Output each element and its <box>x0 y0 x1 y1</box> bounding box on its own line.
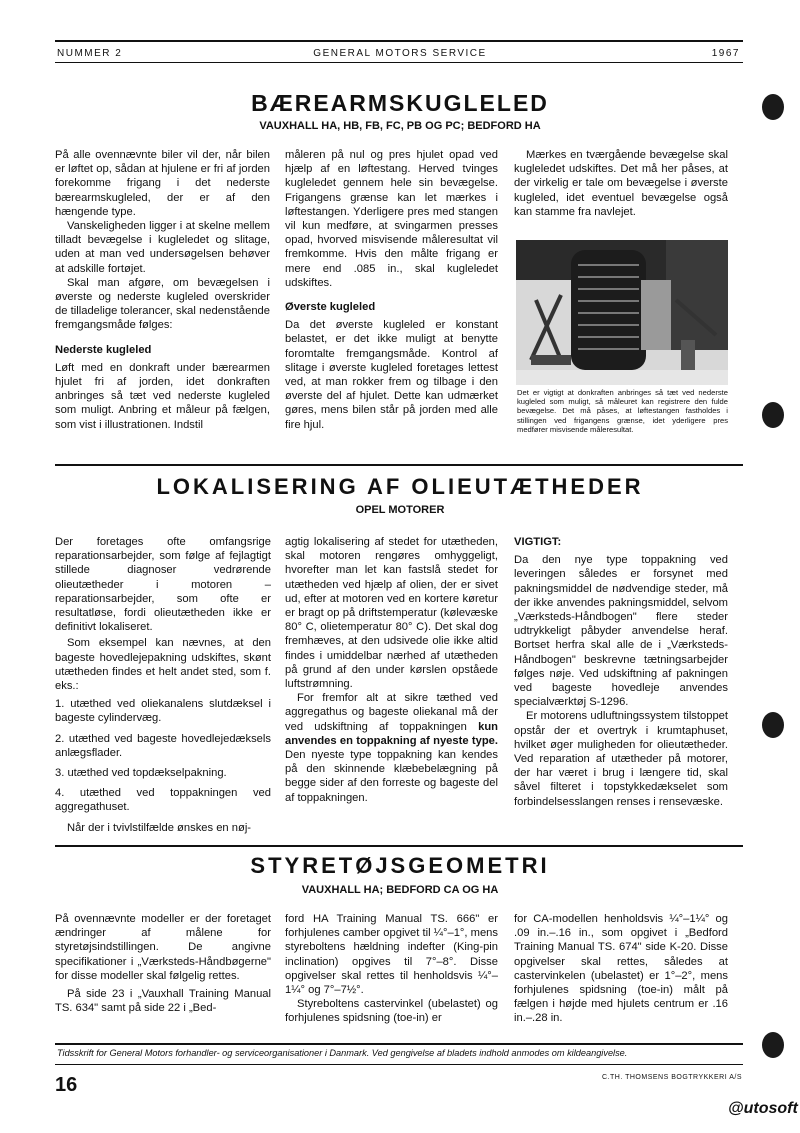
paragraph: Styreboltens castervinkel (ubelastet) og forhjulenes spidsning (toe-in) er <box>285 998 498 1025</box>
paragraph <box>285 691 498 805</box>
paragraph: På ovennævnte modeller er der foretaget ændringer af målene for styretøjsindstillingen. De angivne specifikationer i „Værksteds-Håndbøgerne" for disse modeller skal følgelig rettes. <box>55 913 271 982</box>
wheel-jack-photo <box>516 240 728 385</box>
article3-col2 <box>285 912 498 1026</box>
article3-col1 <box>55 912 271 1015</box>
binder-hole <box>762 94 784 120</box>
article1-col3 <box>514 148 728 219</box>
paragraph: måleren på nul og pres hjulet opad ved hjælp af en løftestang. Herved tvinges kugleledet gennem hele sin bevægelse. Frigangens grænse kan let mærkes i løftestangen. Yderligere pres med stangen vil kun medføre, at svingarmen presses opad, hvorved misvisende måleresultat vil fremkomme. Hvis den målte frigang er mere end .085 in., skal kugleledet udskiftes. <box>285 149 498 289</box>
wheel-jack-illustration <box>516 240 728 385</box>
paragraph: Som eksempel kan nævnes, at den bageste hovedlejepakning udskiftes, skønt utætheden findes et helt andet sted, som f. eks.: <box>55 637 271 693</box>
binder-hole <box>762 402 784 428</box>
paragraph: Mærkes en tværgående bevægelse skal kugleledet udskiftes. Det må her påses, at der virkelig er tale om bevægelse i øverste kugleled, idet eventuel bevægelse også kan stamme fra navlejet. <box>514 149 728 218</box>
article2-col2 <box>285 535 498 805</box>
article1-subtitle: VAUXHALL HA, HB, FB, FC, PB OG PC; BEDFORD HA <box>259 120 541 132</box>
article1-title: BÆREARMSKUGLELED <box>251 90 549 116</box>
binder-hole <box>762 1032 784 1058</box>
paragraph: Når der i tvivlstilfælde ønskes en nøj- <box>67 821 252 834</box>
section-heading: Øverste kugleled <box>285 301 376 314</box>
header-publication: GENERAL MOTORS SERVICE <box>313 48 487 59</box>
list-item: 4. utæthed ved toppakningen ved aggregathuset. <box>55 787 271 814</box>
article3-subtitle: VAUXHALL HA; BEDFORD CA OG HA <box>301 884 499 896</box>
top-rule <box>55 40 743 42</box>
section-heading: Nederste kugleled <box>55 343 152 356</box>
section-rule <box>55 464 743 466</box>
paragraph: Der foretages ofte omfangsrige reparationsarbejder, som følge af fejlagtigt stillede diagnoser vedrørende olieutætheder i motoren – reparationsarbejder, som ofte er resultatløse, fordi olieutætheden ikke er definitivt lokaliseret. <box>55 536 271 634</box>
paragraph: Løft med en donkraft under bærearmen hjulet fri af jorden, idet donkraften anbringes så tæt ved nederste kugleled som muligt. Anbring et måleur på fælgen, som vist i illustrationen. Indstil <box>55 361 270 431</box>
section-rule <box>55 845 743 847</box>
article2-col1 <box>55 535 271 835</box>
watermark: @utosoft <box>728 1100 798 1117</box>
article2-col3 <box>514 535 728 809</box>
paragraph: På alle ovennævnte biler vil der, når bilen er løftet op, sådan at hjulene er fri af jorden forekomme frigang i det nederste bærearmskugleled, der er af den hængende type. <box>55 149 270 218</box>
paragraph: for CA-modellen henholdsvis ¼°–1¼° og .09 in.–.16 in., som opgivet i „Bedford Training Manual TS. 674" side K-20. Disse opgivelser skal rettes, således at castervinkelen (ubelastet) er 1°–2°, mens forhjulenes spidsning (toe-in) målt på fælgen i højde med hjulets centrum er .16 in.–.28 in. <box>514 913 728 1025</box>
footer-rule <box>55 1064 743 1065</box>
paragraph: Vanskeligheden ligger i at skelne mellem tilladt bevægelse i kugleledet og slitage, uden at man ved undersøgelsen behøver at adskille fortøjet. <box>55 220 270 275</box>
footer-rule <box>55 1043 743 1045</box>
list-item: 3. utæthed ved topdækselpakning. <box>55 767 227 780</box>
article2-subtitle: OPEL MOTORER <box>355 504 445 516</box>
text-run: Den nyeste type toppakning kan kendes på den skinnende klæbebelægning på begge sider af den forreste og bageste del af toppakningen. <box>285 749 498 804</box>
article3-col3 <box>514 912 728 1026</box>
paragraph: Da den nye type toppakning ved leveringen således er forsynet med pakningsmiddel de nødvendige steder, må der ikke anvendes pakningsmiddel, selvom „Værksteds-Håndbogen" flere steder udtrykkeligt påbyder anvendelse heraf. Bortset herfra skal alle de i „Værksteds-Håndbogen" beskrevne tætningsarbejder følges nøje. Ved udskiftning af pakningen ved bageste hovedleje anvendes specialværktøj S-1296. <box>514 554 728 709</box>
binder-hole <box>762 712 784 738</box>
header-rule <box>55 62 743 63</box>
paragraph: agtig lokalisering af stedet for utætheden, skal motoren rengøres omhyggeligt, hvorefter man let kan fastslå stedet for utætheden ved hjælp af olien, der er sivet ud, efter at motoren ved en kortere køretur er bragt op på driftstemperatur (kølevæske 80° C, olietemperatur 80° C). Det skal dog fremhæves, at den udsivede olie ikke altid findes i umiddelbar nærhed af utætheden på grund af den under kørslen opståede luftstrømning. <box>285 536 498 691</box>
text-run: For fremfor alt at sikre tæthed ved aggregathus og bageste oliekanal må der ved udskiftning af toppakningen <box>285 692 498 733</box>
paragraph: ford HA Training Manual TS. 666" er forhjulenes camber opgivet til ¼°–1°, mens styreboltens hældning indefter (King-pin inclination) opgives til 7°–8°. Disse opgivelser skal rettes til henholdsvis ¼°–1¼° og 7°–7½°. <box>285 913 498 997</box>
list-item: 2. utæthed ved bageste hovedlejedæksels anlægsflader. <box>55 732 271 759</box>
photo-caption: Det er vigtigt at donkraften anbringes så tæt ved nederste kugleled som muligt, så måleuret kan registrere den fulde bevægelse. Det må påses, at løftestangen fastholdes i stillingen ved frigangens grænse, idet yderligere pres medfører misvisende måleresultat. <box>517 388 728 434</box>
printer-credit: C.TH. THOMSENS BOGTRYKKERI A/S <box>602 1074 742 1081</box>
paragraph: På side 23 i „Vauxhall Training Manual TS. 634" samt på side 22 i „Bed- <box>55 988 271 1015</box>
article1-col1 <box>55 148 270 432</box>
article1-col2 <box>285 148 498 432</box>
article2-title: LOKALISERING AF OLIEUTÆTHEDER <box>156 474 644 499</box>
article3-title: STYRETØJSGEOMETRI <box>250 853 550 878</box>
section-heading: VIGTIGT: <box>514 536 562 548</box>
paragraph: Skal man afgøre, om bevægelsen i øverste og nederste kugleled overskrider de tilladelige tolerancer, skal nedenstående fremgangsmåde følges: <box>55 276 270 332</box>
page-number: 16 <box>55 1074 78 1096</box>
list-item: 1. utæthed ved oliekanalens slutdæksel i bageste cylindervæg. <box>55 698 271 725</box>
emphasis-text: kun anvendes en toppakning af nyeste type. <box>285 720 498 747</box>
paragraph: Da det øverste kugleled er konstant belastet, er det ikke muligt at benytte foromtalte fremgangsmåde. Kontrol af slitage i øverste kugleled foretages lettest ved, at man rokker frem og tilbage i den øverste del af hjulet. Dette kan udmærket gøres, mens bilen står på jorden med alle fire hjul. <box>285 319 498 431</box>
header-issue: NUMMER 2 <box>57 48 123 59</box>
paragraph: Er motorens udluftningssystem tilstoppet opstår der et overtryk i krumtaphuset, hvilket øger muligheden for olieutætheder. Ved reparation af utætheder på motorer, der har været i brug i længere tid, skal såvel filteret i topstykkedækselet som forbindelsesslangen renses i rensevæske. <box>514 710 728 808</box>
footer-note: Tidsskrift for General Motors forhandler- og serviceorganisationer i Danmark. Ved gengivelse af bladets indhold anmodes om kildeangivelse. <box>57 1048 628 1058</box>
header-year: 1967 <box>711 48 740 59</box>
